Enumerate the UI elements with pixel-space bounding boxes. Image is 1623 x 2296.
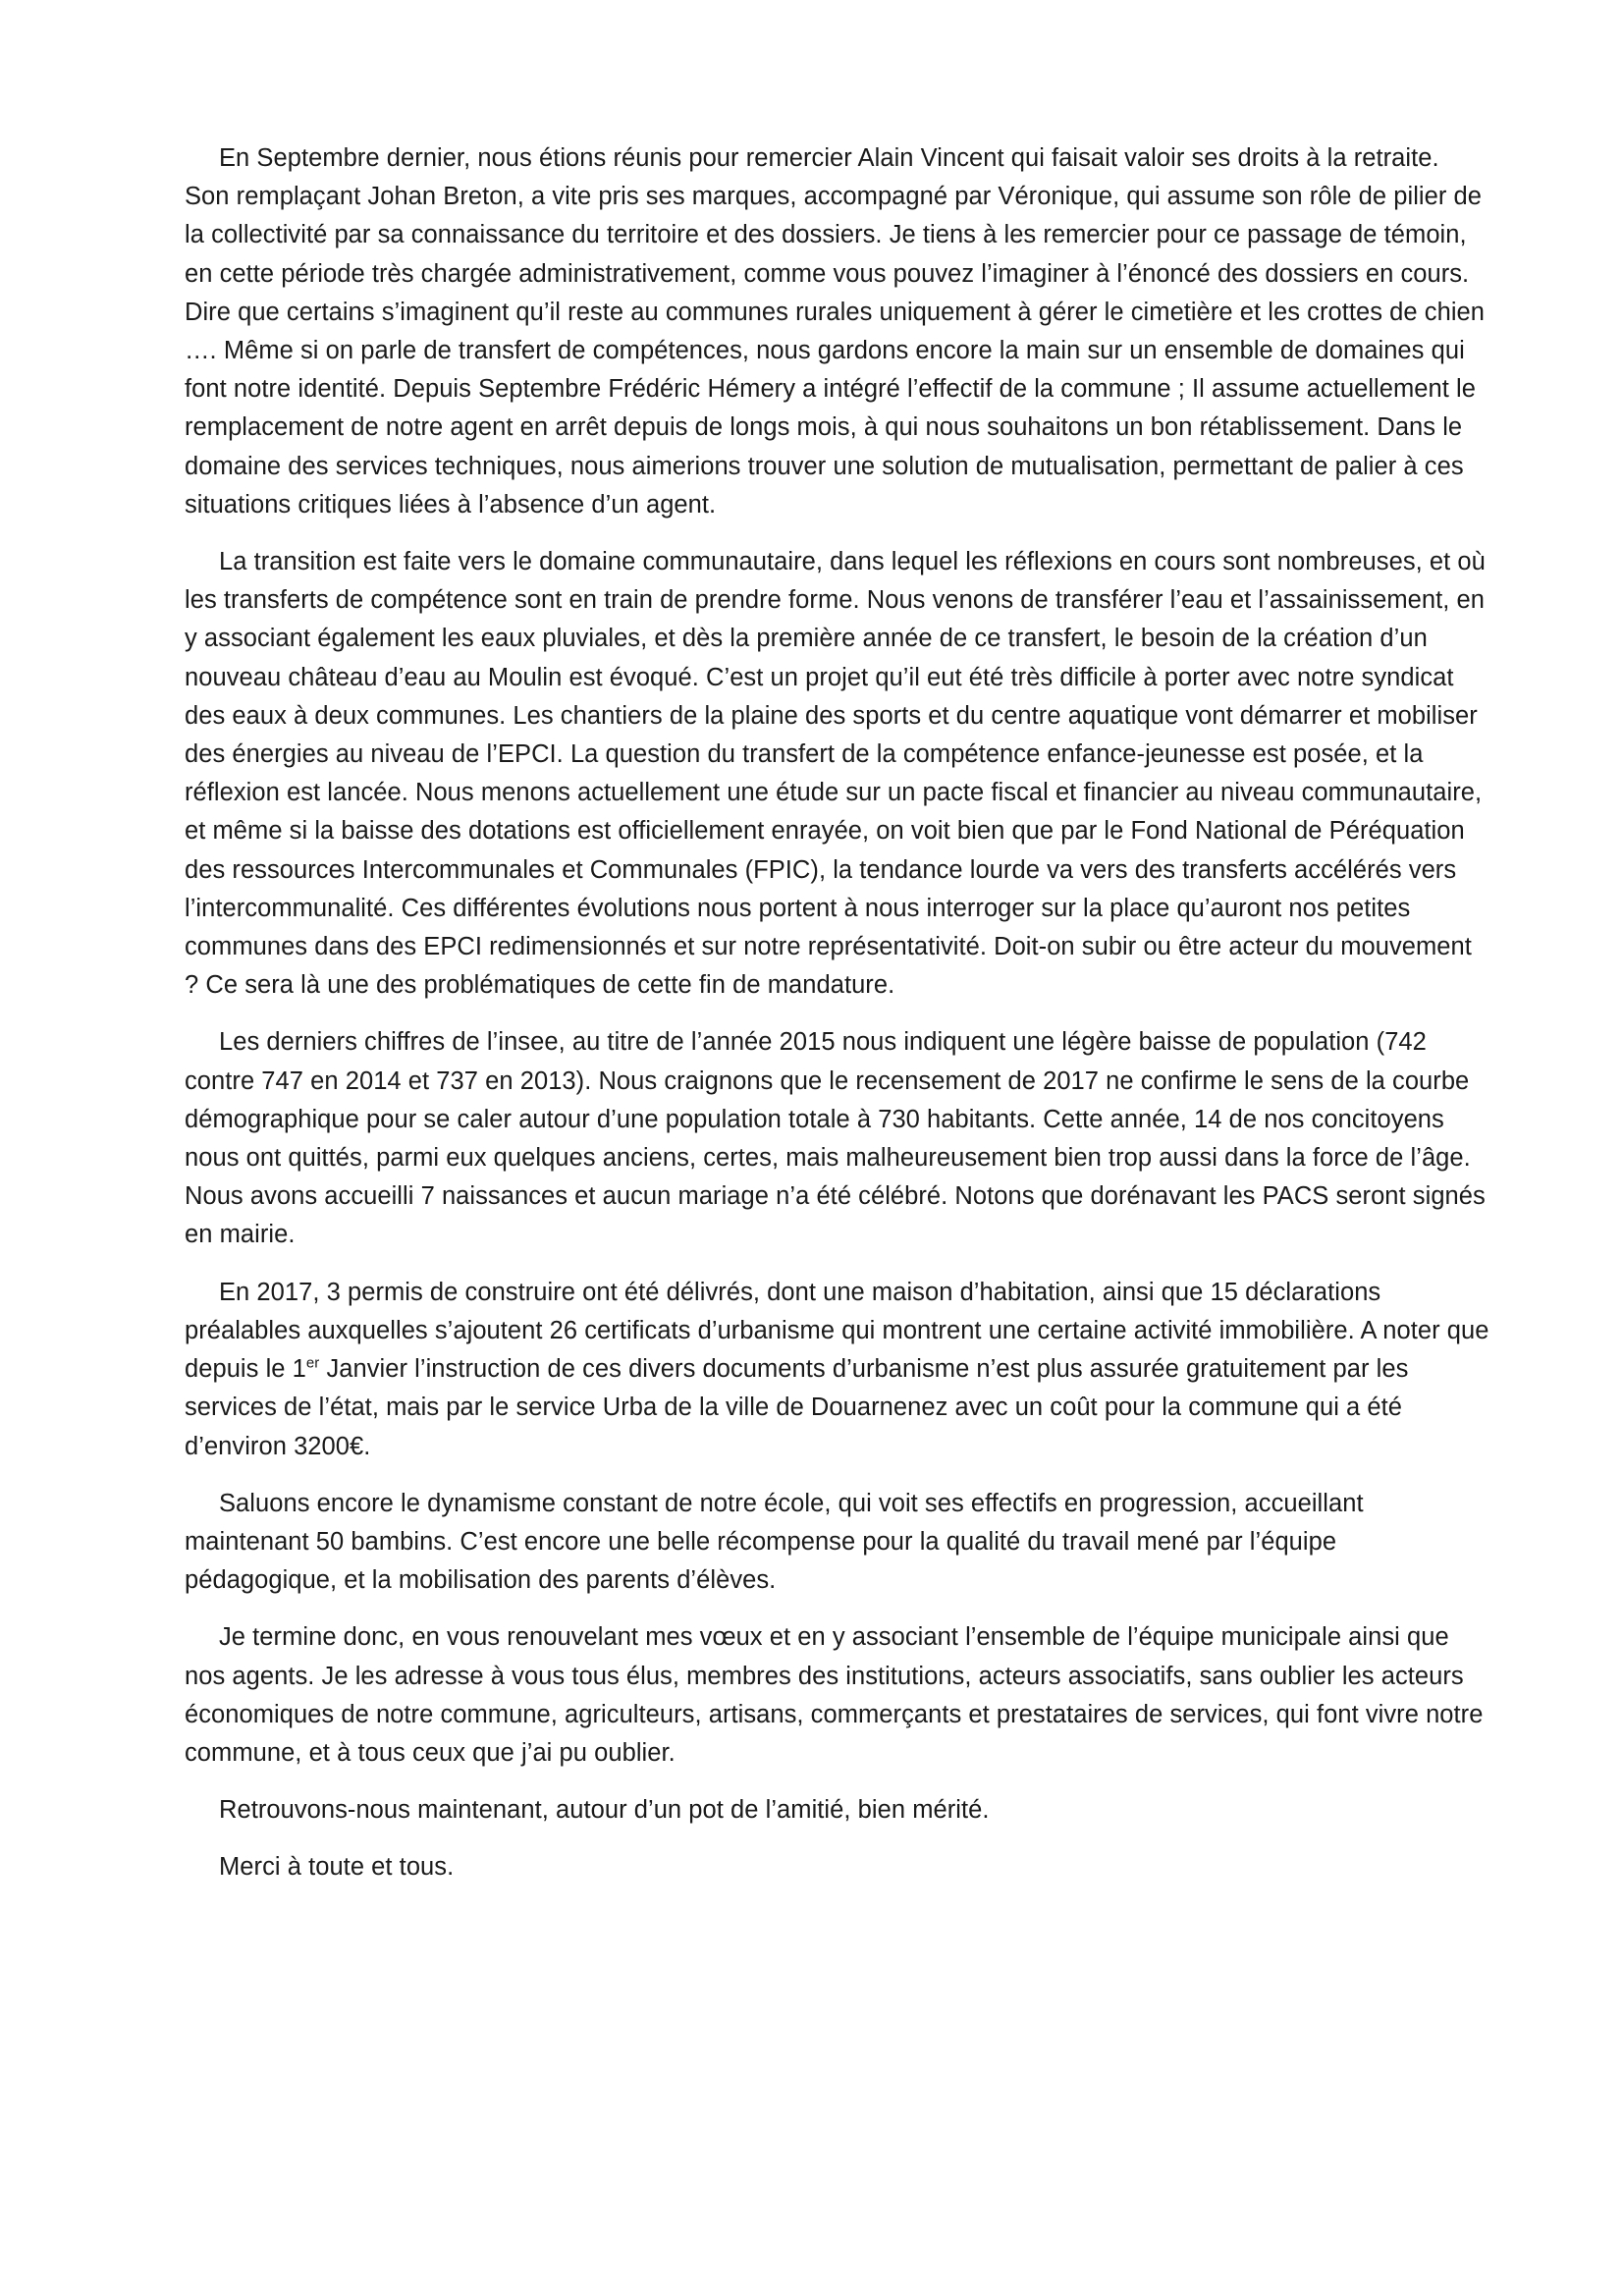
- paragraph-staff: En Septembre dernier, nous étions réunis pour remercier Alain Vincent qui faisait valoir ses droits à la retraite. Son remplaçant Johan Breton, a vite pris ses marques, accompagné par Véronique, qui assume son rôle de pilier de la collectivité par sa connaissance du territoire et des dossiers. Je tiens à les remercier pour ce passage de témoin, en cette période très chargée administrativement, comme vous pouvez l’imaginer à l’énoncé des dossiers en cours. Dire que certains s’imaginent qu’il reste au communes rurales uniquement à gérer le cimetière et les crottes de chien …. Même si on parle de transfert de compétences, nous gardons encore la main sur un ensemble de domaines qui font notre identité. Depuis Septembre Frédéric Hémery a intégré l’effectif de la commune ; Il assume actuellement le remplacement de notre agent en arrêt depuis de longs mois, à qui nous souhaitons un bon rétablissement. Dans le domaine des services techniques, nous aimerions trouver une solution de mutualisation, permettant de palier à ces situations critiques liées à l’absence d’un agent.: [185, 144, 1485, 519]
- paragraph-population: Les derniers chiffres de l’insee, au titre de l’année 2015 nous indiquent une légère baisse de population (742 contre 747 en 2014 et 737 en 2013). Nous craignons que le recensement de 2017 ne confirme le sens de la courbe démographique pour se caler autour d’une population totale à 730 habitants. Cette année, 14 de nos concitoyens nous ont quittés, parmi eux quelques anciens, certes, mais malheureusement bien trop aussi dans la force de l’âge. Nous avons accueilli 7 naissances et aucun mariage n’a été célébré. Notons que dorénavant les PACS seront signés en mairie.: [185, 1028, 1486, 1249]
- paragraph-urbanism: [185, 1274, 1490, 1466]
- urbanism-text-start: En 2017, 3 permis de construire ont été délivrés, dont une maison d’habitation, ainsi que 15 déclarations préalables auxquelles s’ajoutent 26 certificats d’urbanisme qui montrent une certaine activité immobilière. A noter que depuis le 1: [185, 1278, 1489, 1384]
- urbanism-text-end: Janvier l’instruction de ces divers documents d’urbanisme n’est plus assurée gratuitement par les services de l’état, mais par le service Urba de la ville de Douarnenez avec un coût pour la commune qui a été d’environ 3200€.: [185, 1355, 1409, 1460]
- document-body: [185, 139, 1490, 1906]
- urbanism-superscript: er: [305, 1354, 320, 1372]
- paragraph-closing-wishes: Je termine donc, en vous renouvelant mes vœux et en y associant l’ensemble de l’équipe municipale ainsi que nos agents. Je les adresse à vous tous élus, membres des institutions, acteurs associatifs, sans oublier les acteurs économiques de notre commune, agriculteurs, artisans, commerçants et prestataires de services, qui font vivre notre commune, et à tous ceux que j’ai pu oublier.: [185, 1623, 1484, 1767]
- paragraph-thanks: Merci à toute et tous.: [219, 1853, 455, 1882]
- paragraph-invitation: Retrouvons-nous maintenant, autour d’un pot de l’amitié, bien mérité.: [219, 1796, 990, 1825]
- paragraph-intercommunality: La transition est faite vers le domaine communautaire, dans lequel les réflexions en cours sont nombreuses, et où les transferts de compétence sont en train de prendre forme. Nous venons de transférer l’eau et l’assainissement, en y associant également les eaux pluviales, et dès la première année de ce transfert, le besoin de la création d’un nouveau château d’eau au Moulin est évoqué. C’est un projet qu’il eut été très difficile à porter avec notre syndicat des eaux à deux communes. Les chantiers de la plaine des sports et du centre aquatique vont démarrer et mobiliser des énergies au niveau de l’EPCI. La question du transfert de la compétence enfance-jeunesse est posée, et la réflexion est lancée. Nous menons actuellement une étude sur un pacte fiscal et financier au niveau communautaire, et même si la baisse des dotations est officiellement enrayée, on voit bien que par le Fond National de Péréquation des ressources Intercommunales et Communales (FPIC), la tendance lourde va vers des transferts accélérés vers l’intercommunalité. Ces différentes évolutions nous portent à nous interroger sur la place qu’auront nos petites communes dans des EPCI redimensionnés et sur notre représentativité. Doit-on subir ou être acteur du mouvement ? Ce sera là une des problématiques de cette fin de mandature.: [185, 548, 1486, 1000]
- paragraph-school: Saluons encore le dynamisme constant de notre école, qui voit ses effectifs en progression, accueillant maintenant 50 bambins. C’est encore une belle récompense pour la qualité du travail mené par l’équipe pédagogique, et la mobilisation des parents d’élèves.: [185, 1489, 1364, 1595]
